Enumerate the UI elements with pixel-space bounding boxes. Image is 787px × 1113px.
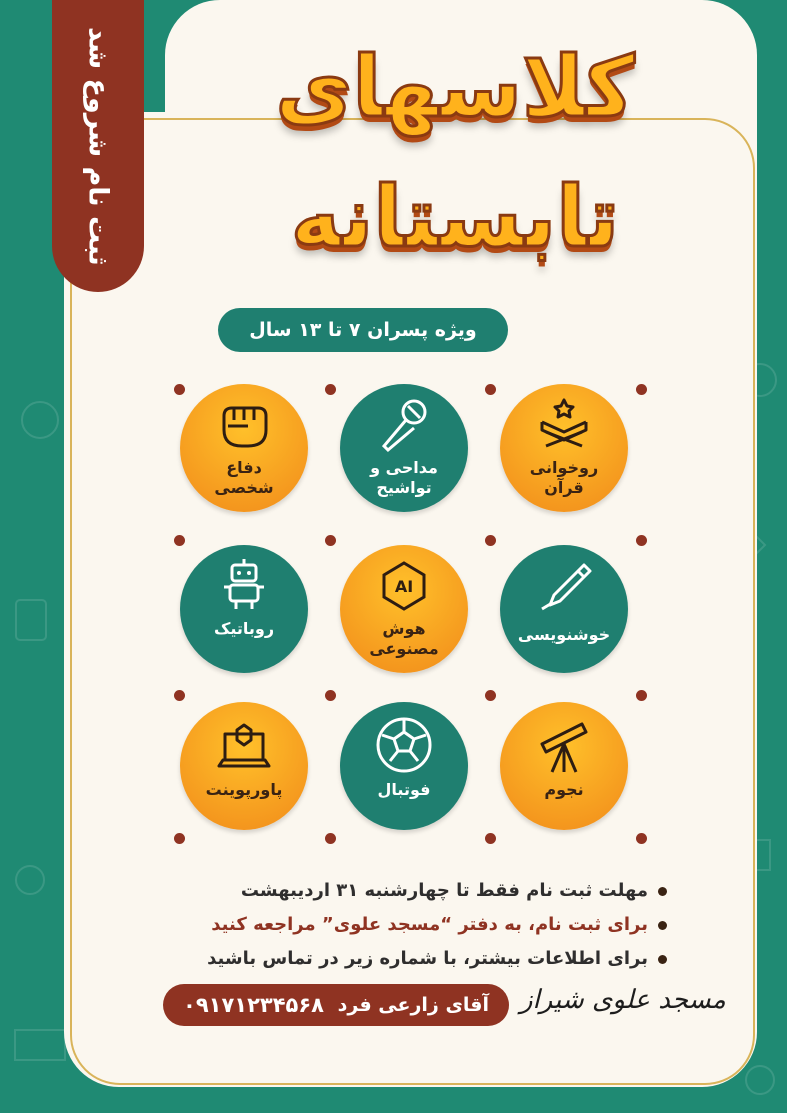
- decor-dot: [325, 833, 336, 844]
- contact-pill: [163, 984, 509, 1026]
- info-text: برای ثبت نام، به دفتر “مسجد علوی” مراجعه کنید: [211, 914, 648, 935]
- ai-icon: [374, 557, 434, 615]
- class-astronomy: [500, 702, 628, 830]
- mosque-logo: مسجد علوی شیراز: [520, 985, 726, 1015]
- class-football: [340, 702, 468, 830]
- decor-dot: [636, 833, 647, 844]
- class-robotics-label: روباتیک: [213, 619, 275, 638]
- bullet-icon: [658, 955, 667, 964]
- decor-dot: [325, 690, 336, 701]
- bullet-icon: [658, 921, 667, 930]
- bullet-icon: [658, 887, 667, 896]
- telescope-icon: [534, 714, 594, 776]
- class-self-defense-label: دفاع شخصی: [214, 458, 274, 497]
- contact-name: آقای زارعی فرد: [337, 994, 489, 1016]
- decor-dot: [485, 833, 496, 844]
- quran-icon: [534, 396, 594, 454]
- decor-dot: [174, 833, 185, 844]
- decor-dot: [485, 690, 496, 701]
- class-calligraphy: [500, 545, 628, 673]
- decor-dot: [174, 535, 185, 546]
- fist-icon: [214, 396, 274, 454]
- class-ai: [340, 545, 468, 673]
- age-note: ویژه پسران ۷ تا ۱۳ سال: [218, 308, 508, 352]
- decor-dot: [174, 690, 185, 701]
- class-ai-label: هوش مصنوعی: [369, 619, 439, 658]
- info-text: مهلت ثبت نام فقط تا چهارشنبه ۳۱ اردیبهشت: [240, 880, 648, 901]
- robot-icon: [214, 557, 274, 615]
- svg-text:AI: AI: [394, 577, 414, 596]
- decor-dot: [325, 535, 336, 546]
- class-eulogy: [340, 384, 468, 512]
- pen-icon: [534, 557, 594, 615]
- class-eulogy-label: مداحی و تواشیح: [370, 458, 438, 497]
- class-powerpoint-label: پاورپوینت: [205, 780, 283, 799]
- decor-dot: [174, 384, 185, 395]
- decor-dot: [325, 384, 336, 395]
- decor-dot: [485, 384, 496, 395]
- decor-dot: [485, 535, 496, 546]
- football-icon: [373, 714, 435, 776]
- microphone-icon: [374, 396, 434, 454]
- phone-number[interactable]: ۰۹۱۷۱۲۳۴۵۶۸: [183, 993, 324, 1017]
- class-football-label: فوتبال: [377, 780, 431, 799]
- class-self-defense: [180, 384, 308, 512]
- decor-dot: [636, 384, 647, 395]
- registration-tab: [52, 0, 144, 292]
- registration-tab-text: ثبت نام شروع شد: [82, 26, 114, 266]
- class-robotics: [180, 545, 308, 673]
- class-quran-label: روخوانی قرآن: [529, 458, 599, 497]
- decor-dot: [636, 535, 647, 546]
- info-line-deadline: [107, 880, 667, 901]
- info-text: برای اطلاعات بیشتر، با شماره زیر در تماس باشید: [207, 948, 648, 969]
- class-astronomy-label: نجوم: [544, 780, 584, 799]
- decor-dot: [636, 690, 647, 701]
- laptop-icon: [213, 714, 275, 776]
- title-line-1: کلاسهای: [275, 38, 635, 136]
- info-line-contact: [107, 948, 667, 969]
- class-quran: [500, 384, 628, 512]
- info-line-office: [107, 914, 667, 935]
- title-line-2: تابستانه: [290, 168, 620, 266]
- class-powerpoint: [180, 702, 308, 830]
- class-calligraphy-label: خوشنویسی: [517, 625, 611, 644]
